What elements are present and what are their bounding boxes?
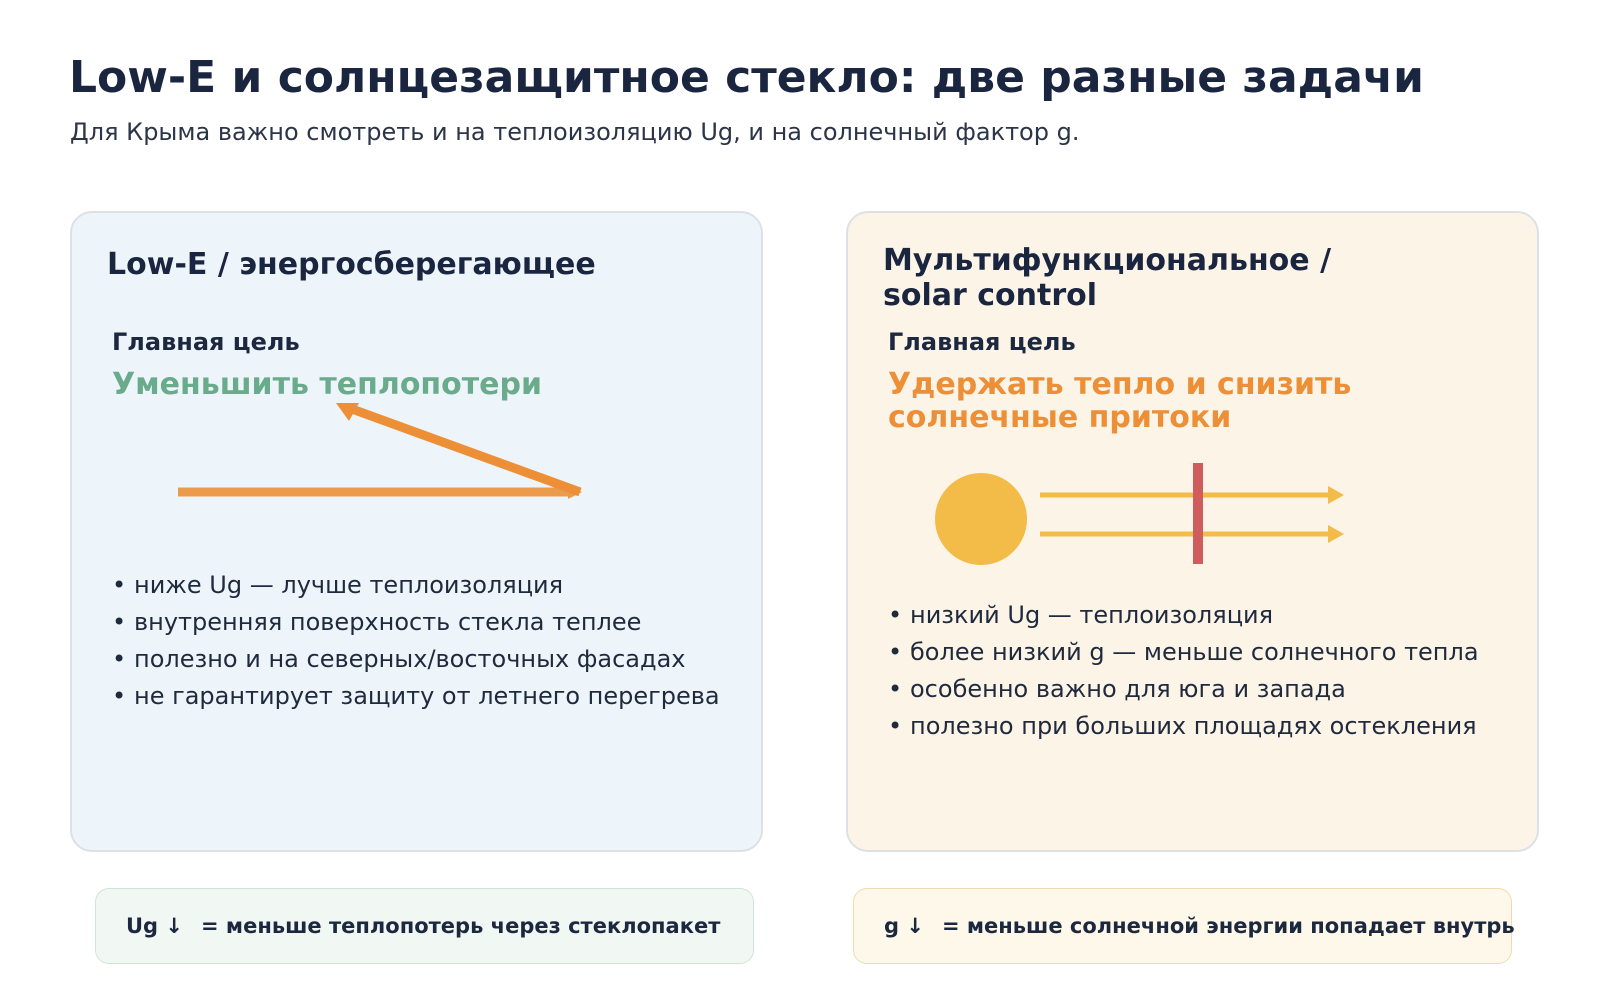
list-item: • особенно важно для юга и запада: [888, 675, 1346, 703]
low-e-goal-label: Главная цель: [112, 328, 300, 356]
g-note-text: = меньше солнечной энергии попадает внутрь: [941, 914, 1515, 938]
low-e-bullet-list: [112, 567, 720, 715]
sun-ray-arrowhead: [1328, 486, 1344, 504]
solar-control-card-title: Мультифункциональное / solar control: [883, 243, 1332, 313]
glass-pane-icon: [1193, 463, 1203, 564]
solar-control-bullet-list: [888, 597, 1479, 745]
reflected-heat-arrow-icon: [72, 213, 765, 613]
list-item: • полезно и на северных/восточных фасадах: [112, 645, 686, 673]
ug-note: [95, 888, 754, 964]
list-item: • более низкий g — меньше солнечного тепла: [888, 638, 1479, 666]
low-e-card-title: Low-E / энергосберегающее: [107, 247, 596, 282]
solar-control-card: [846, 211, 1539, 852]
sun-rays-through-glass-icon: [848, 213, 1541, 613]
list-item: • не гарантирует защиту от летнего перегрева: [112, 682, 720, 710]
low-e-goal-text: Уменьшить теплопотери: [112, 367, 542, 402]
sun-ray-arrowhead: [1328, 525, 1344, 543]
g-note-symbol: g ↓: [884, 914, 924, 938]
low-e-card: [70, 211, 763, 852]
list-item: • низкий Ug — теплоизоляция: [888, 601, 1274, 629]
page-title: Low-E и солнцезащитное стекло: две разные задачи: [69, 52, 1424, 103]
sun-icon: [935, 473, 1027, 565]
list-item: • внутренняя поверхность стекла теплее: [112, 608, 642, 636]
solar-control-goal-label: Главная цель: [888, 328, 1076, 356]
page-subtitle: Для Крыма важно смотреть и на теплоизоляцию Ug, и на солнечный фактор g.: [70, 118, 1080, 146]
solar-control-goal-text: Удержать тепло и снизить солнечные притоки: [888, 367, 1352, 435]
g-note: [853, 888, 1515, 964]
ug-note-text: = меньше теплопотерь через стеклопакет: [201, 914, 721, 938]
list-item: • полезно при больших площадях остекления: [888, 712, 1477, 740]
reflected-heat-line: [352, 409, 580, 492]
ug-note-symbol: Ug ↓: [126, 914, 183, 938]
list-item: • ниже Ug — лучше теплоизоляция: [112, 571, 564, 599]
